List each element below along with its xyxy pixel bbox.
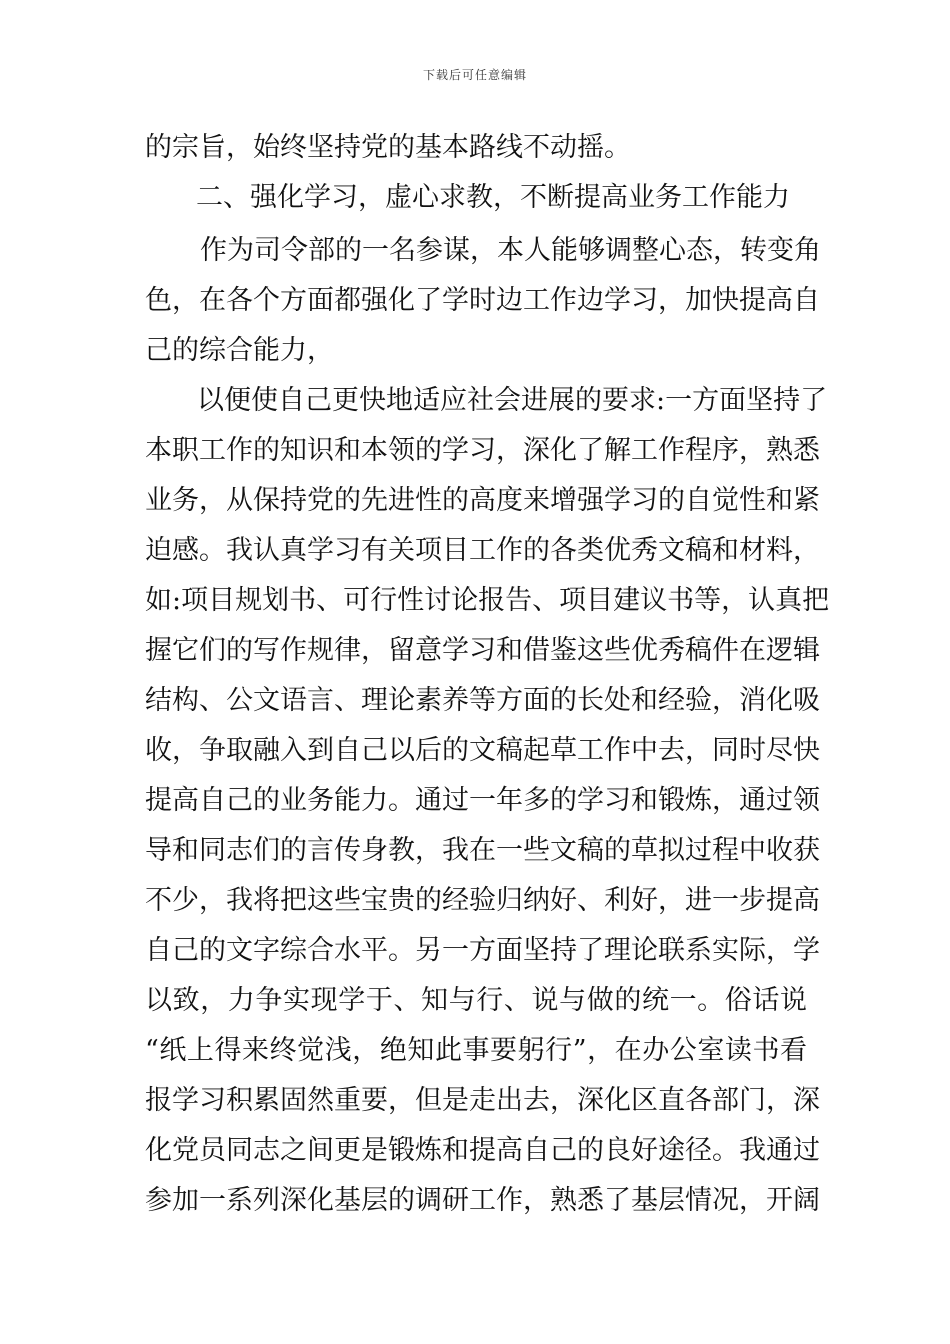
text-line: 色，在各个方面都强化了学时边工作边学习，加快提高自 xyxy=(145,285,820,316)
text-line: 迫感。我认真学习有关项目工作的各类优秀文稿和材料， xyxy=(145,535,820,566)
text-line: 参加一系列深化基层的调研工作，熟悉了基层情况，开阔 xyxy=(145,1185,820,1216)
text-line: 结构、公文语言、理论素养等方面的长处和经验，消化吸 xyxy=(145,685,820,716)
text-line: 自己的文字综合水平。另一方面坚持了理论联系实际，学 xyxy=(145,935,820,966)
text-line: 以便使自己更快地适应社会进展的要求:一方面坚持了 xyxy=(197,385,828,416)
page-header: 下载后可任意编辑 xyxy=(422,68,527,82)
text-line: 业务，从保持党的先进性的高度来增强学习的自觉性和紧 xyxy=(145,485,820,516)
text-line: 的宗旨，始终坚持党的基本路线不动摇。 xyxy=(145,132,631,163)
text-line: 报学习积累固然重要，但是走出去，深化区直各部门，深 xyxy=(145,1085,820,1116)
text-line: “纸上得来终觉浅，绝知此事要躬行”，在办公室读书看 xyxy=(145,1035,807,1066)
text-line: 如:项目规划书、可行性讨论报告、项目建议书等，认真把 xyxy=(145,585,830,616)
text-line: 握它们的写作规律，留意学习和借鉴这些优秀稿件在逻辑 xyxy=(145,635,820,666)
text-line: 不少，我将把这些宝贵的经验归纳好、利好，进一步提高 xyxy=(145,885,820,916)
text-line: 化党员同志之间更是锻炼和提高自己的良好途径。我通过 xyxy=(145,1135,820,1166)
text-line: 本职工作的知识和本领的学习，深化了解工作程序，熟悉 xyxy=(145,435,820,466)
text-line: 作为司令部的一名参谋，本人能够调整心态，转变角 xyxy=(200,235,821,266)
section-heading: 二、强化学习，虚心求教，不断提高业务工作能力 xyxy=(196,182,790,213)
text-line: 收，争取融入到自己以后的文稿起草工作中去，同时尽快 xyxy=(145,735,820,766)
text-line: 己的综合能力， xyxy=(145,335,334,366)
text-line: 提高自己的业务能力。通过一年多的学习和锻炼，通过领 xyxy=(145,785,820,816)
text-line: 导和同志们的言传身教，我在一些文稿的草拟过程中收获 xyxy=(145,835,820,866)
text-line: 以致，力争实现学于、知与行、说与做的统一。俗话说 xyxy=(145,985,807,1016)
